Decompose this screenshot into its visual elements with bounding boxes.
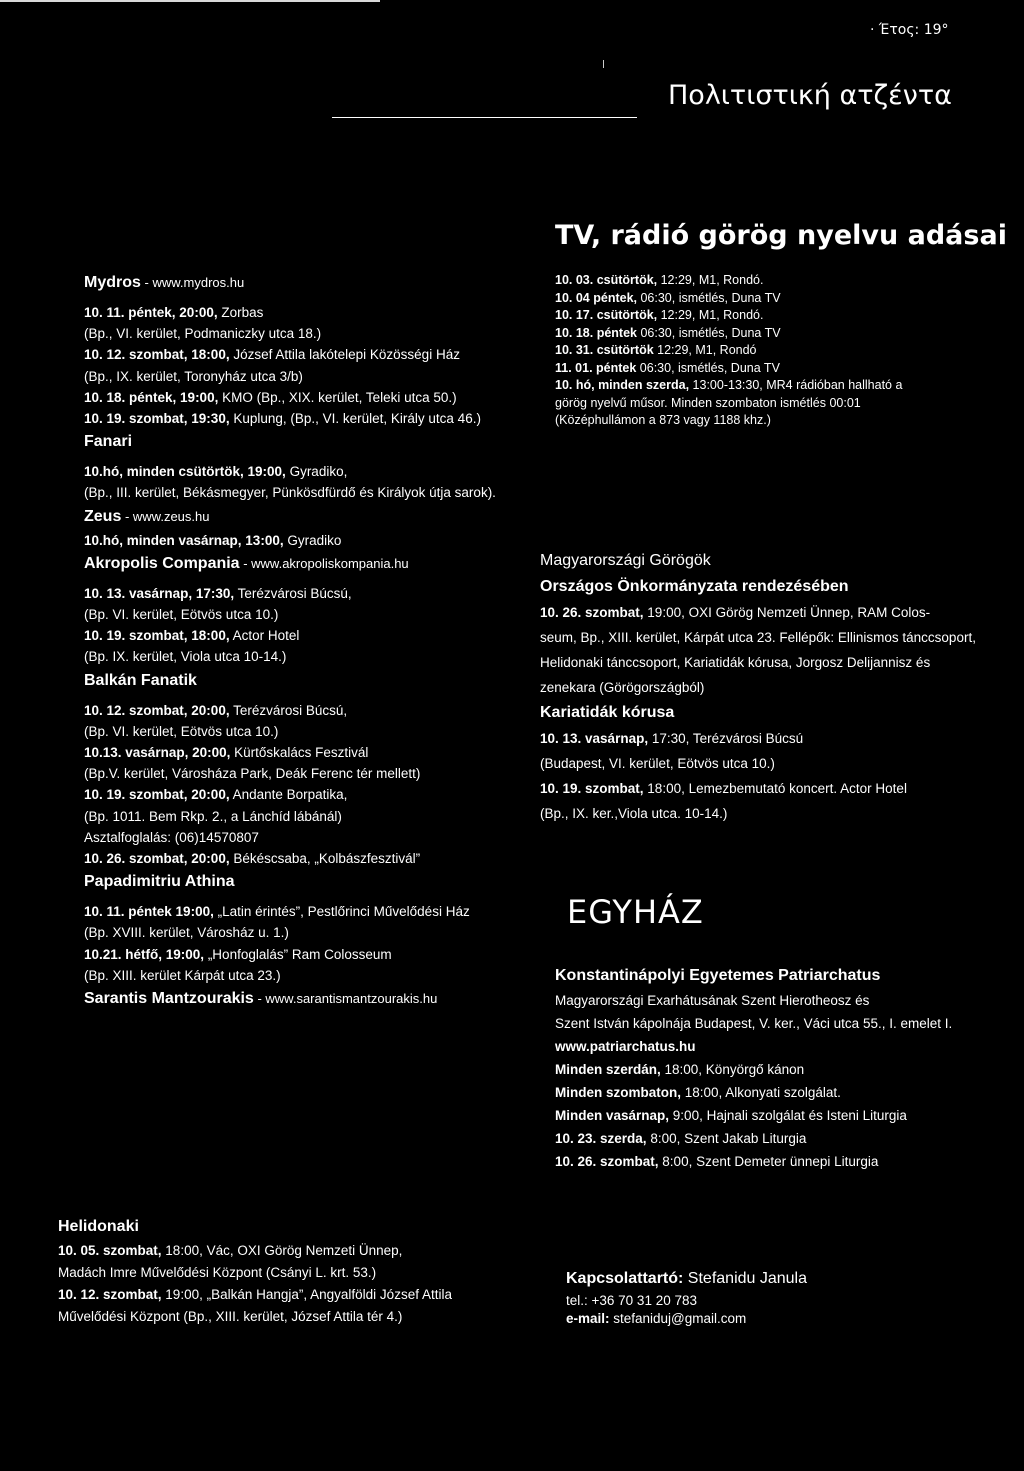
helidonaki-events (58, 1240, 452, 1328)
list-item (555, 325, 902, 343)
list-item (540, 625, 976, 650)
event-date: 10. 19. szombat, (540, 781, 644, 796)
event-date: 10. 19. szombat, 20:00, (84, 787, 230, 803)
event-details: Asztalfoglalás: (06)14570807 (84, 829, 259, 845)
event-date: 10. 12. szombat, 20:00, (84, 702, 230, 718)
left-column (84, 270, 544, 1012)
contact-email (566, 1310, 807, 1328)
event-date: 10.21. hétfő, 19:00, (84, 946, 205, 962)
list-item (84, 763, 544, 784)
list-item (84, 944, 544, 965)
kariatidak-events (540, 726, 976, 826)
event-details: (Bp., IX. ker.,Viola utca. 10-14.) (540, 806, 728, 821)
event-details: Gyradiko (283, 532, 342, 548)
event-details: 8:00, Szent Jakab Liturgia (646, 1131, 807, 1146)
list-item (84, 583, 544, 604)
event-details: Kürtőskalács Fesztivál (230, 745, 369, 761)
list-item (555, 290, 902, 308)
balkan-events (84, 700, 544, 870)
event-details: 18:00, Lemezbemutató koncert. Actor Hotel (643, 781, 907, 796)
akropolis-heading (84, 551, 544, 577)
patriarchatus-heading: Konstantinápolyi Egyetemes Patriarchatus (555, 967, 881, 984)
event-date: 10. 18. péntek (555, 325, 637, 340)
list-item (540, 650, 976, 675)
event-details: (Középhullámon a 873 vagy 1188 khz.) (555, 413, 771, 427)
mydros-events (84, 302, 544, 429)
list-item (555, 377, 902, 395)
event-details: Helidonaki tánccsoport, Kariatidák kórusa, Jorgosz Delijannisz és (540, 655, 931, 670)
event-details: „Honfoglalás” Ram Colosseum (204, 946, 392, 962)
tv-radio-lines (555, 272, 902, 430)
akropolis-url: - www.akropoliskompania.hu (239, 555, 409, 571)
event-date: 10. 13. vasárnap, 17:30, (84, 585, 235, 601)
event-date: Minden szombaton, (555, 1085, 681, 1100)
list-item (540, 751, 976, 776)
list-item (84, 922, 544, 943)
list-item (555, 360, 902, 378)
event-details: görög nyelvű műsor. Minden szombaton ismétlés 00:01 (555, 395, 861, 410)
event-details: Gyradiko, (285, 464, 348, 480)
church-section (555, 963, 952, 1173)
zeus-name: Zeus (84, 507, 122, 525)
event-date: www.patriarchatus.hu (555, 1039, 696, 1054)
event-details: 06:30, ismétlés, Duna TV (636, 360, 780, 375)
event-date: 11. 01. péntek (555, 360, 637, 375)
event-details: 13:00-13:30, MR4 rádióban hallható a (689, 378, 903, 392)
helidonaki-section (58, 1214, 452, 1328)
event-details: Szent István kápolnája Budapest, V. ker., Váci utca 55., I. emelet I. (555, 1016, 953, 1031)
list-item (555, 272, 902, 290)
event-details: Actor Hotel (229, 628, 300, 644)
list-item (84, 461, 544, 482)
event-details: seum, Bp., XIII. kerület, Kárpát utca 23. Fellépők: Ellinismos tánccsoport, (540, 630, 976, 645)
list-item (540, 801, 976, 826)
list-item (84, 530, 544, 551)
list-item (555, 395, 902, 413)
event-details: (Bp. VI. kerület, Eötvös utca 10.) (84, 607, 279, 623)
zeus-url: - www.zeus.hu (121, 508, 210, 524)
event-date: 10. 26. szombat, (540, 605, 644, 620)
list-item (540, 675, 976, 700)
event-details: (Bp. XIII. kerület Kárpát utca 23.) (84, 967, 281, 983)
list-item (555, 1058, 952, 1081)
list-item (84, 806, 544, 827)
mgoo-events (540, 600, 976, 700)
event-details: (Bp., VI. kerület, Podmaniczky utca 18.) (84, 326, 322, 342)
sarantis-heading (84, 986, 544, 1012)
event-date: 10. 19. szombat, 18:00, (84, 628, 230, 644)
list-item (58, 1284, 452, 1306)
event-details: (Bp., IX. kerület, Toronyház utca 3/b) (84, 368, 303, 384)
issue-year: · Έτος: 19° (870, 22, 949, 38)
event-date: 10. 26. szombat, 20:00, (84, 851, 230, 867)
list-item (540, 600, 976, 625)
list-item (84, 482, 544, 503)
list-item (555, 1104, 952, 1127)
event-details: 06:30, ismétlés, Duna TV (637, 325, 781, 340)
event-details: (Bp. XVIII. kerület, Városház u. 1.) (84, 925, 289, 941)
event-details: „Latin érintés”, Pestlőrinci Művelődési Ház (213, 904, 470, 920)
event-date: 10.13. vasárnap, 20:00, (84, 745, 231, 761)
papadimitriu-heading: Papadimitriu Athina (84, 873, 235, 891)
list-item (555, 1012, 952, 1035)
event-details: 17:30, Terézvárosi Búcsú (648, 731, 804, 746)
fanari-heading: Fanari (84, 433, 133, 451)
akropolis-name: Akropolis Compania (84, 554, 240, 572)
list-item (84, 965, 544, 986)
list-item (555, 342, 902, 360)
list-item (555, 307, 902, 325)
event-date: 10. 31. csütörtök (555, 343, 654, 357)
event-date: 10. 05. szombat, (58, 1243, 162, 1258)
church-title: EGYHÁZ (567, 893, 704, 931)
list-item (58, 1306, 452, 1328)
list-item (84, 827, 544, 848)
event-details: Madách Imre Művelődési Központ (Csányi L. krt. 53.) (58, 1265, 377, 1280)
sarantis-name: Sarantis Mantzourakis (84, 990, 254, 1008)
balkan-heading: Balkán Fanatik (84, 671, 197, 689)
list-item (555, 1150, 952, 1173)
list-item (58, 1262, 452, 1284)
phone-number: +36 70 31 20 783 (587, 1293, 697, 1308)
event-details: 19:00, „Balkán Hangja”, Angyalföldi József Attila (161, 1287, 452, 1302)
event-date: 10. 26. szombat, (555, 1154, 659, 1169)
event-details: 18:00, Vác, OXI Görög Nemzeti Ünnep, (161, 1243, 403, 1258)
event-details: Andante Borpatika, (229, 787, 348, 803)
event-details: 19:00, OXI Görög Nemzeti Ünnep, RAM Colos- (643, 605, 931, 620)
event-date: 10. 04 péntek, (555, 290, 637, 305)
event-details: (Bp.V. kerület, Városháza Park, Deák Ferenc tér mellett) (84, 766, 421, 782)
event-date: 10. 11. péntek 19:00, (84, 904, 214, 920)
event-details: 12:29, M1, Rondó. (657, 308, 764, 322)
list-item (555, 412, 902, 430)
mydros-name: Mydros (84, 274, 141, 291)
helidonaki-heading: Helidonaki (58, 1218, 139, 1235)
contact-section (566, 1266, 807, 1328)
event-date: 10. 13. vasárnap, (540, 731, 649, 746)
list-item (84, 848, 544, 869)
mgoo-title-2: Országos Önkormányzata rendezésében (540, 578, 849, 595)
tv-radio-section (555, 272, 902, 430)
event-details: zenekara (Görögországból) (540, 680, 705, 695)
list-item (84, 408, 544, 429)
event-details: (Bp. IX. kerület, Viola utca 10-14.) (84, 649, 287, 665)
event-details: Terézvárosi Búcsú, (229, 702, 348, 718)
list-item (84, 784, 544, 805)
event-details: (Bp. 1011. Bem Rkp. 2., a Lánchíd lábánál) (84, 808, 342, 824)
phone-label: tel.: (566, 1293, 588, 1308)
event-details: József Attila lakótelepi Közösségi Ház (229, 347, 460, 363)
list-item (540, 776, 976, 801)
zeus-heading (84, 504, 544, 530)
list-item (84, 344, 544, 365)
list-item (540, 726, 976, 751)
akropolis-events (84, 583, 544, 668)
email-address: stefaniduj@gmail.com (609, 1311, 747, 1326)
fanari-events (84, 461, 544, 503)
list-item (84, 387, 544, 408)
event-details: 9:00, Hajnali szolgálat és Isteni Liturgia (669, 1108, 907, 1123)
event-details: 18:00, Könyörgő kánon (660, 1062, 805, 1077)
event-details: (Bp. VI. kerület, Eötvös utca 10.) (84, 723, 279, 739)
event-details: Művelődési Központ (Bp., XIII. kerület, József Attila tér 4.) (58, 1309, 403, 1324)
list-item (84, 366, 544, 387)
event-date: 10. 11. péntek, 20:00, (84, 305, 218, 320)
list-item (84, 302, 544, 323)
event-date: 10. 17. csütörtök, (555, 308, 658, 322)
event-details: Terézvárosi Búcsú, (234, 585, 352, 601)
event-date: 10.hó, minden csütörtök, 19:00, (84, 464, 286, 480)
event-details: 12:29, M1, Rondó. (657, 273, 764, 287)
event-date: 10.hó, minden vasárnap, 13:00, (84, 532, 284, 548)
event-details: KMO (Bp., XIX. kerület, Teleki utca 50.) (218, 389, 457, 405)
email-label: e-mail: (566, 1311, 610, 1326)
event-details: (Budapest, VI. kerület, Eötvös utca 10.) (540, 756, 775, 771)
tv-radio-title: TV, rádió görög nyelvu adásai (555, 220, 1007, 251)
mydros-url: - www.mydros.hu (140, 275, 245, 290)
list-item (555, 989, 952, 1012)
church-lines (555, 989, 952, 1173)
event-details: Békéscsaba, „Kolbászfesztivál” (229, 851, 421, 867)
event-details: 06:30, ismétlés, Duna TV (637, 290, 781, 305)
event-details: Zorbas (217, 305, 264, 320)
contact-label: Kapcsolattartó: (566, 1270, 684, 1287)
event-date: 10. 19. szombat, 19:30, (84, 411, 230, 427)
mgoo-section (540, 548, 976, 826)
page-title: Πολιτιστική ατζέντα (668, 80, 952, 111)
event-details: 8:00, Szent Demeter ünnepi Liturgia (658, 1154, 879, 1169)
kariatidak-heading: Kariatidák kórusa (540, 704, 675, 721)
list-item (84, 646, 544, 667)
tick-mark (603, 60, 604, 68)
event-date: 10. 12. szombat, 18:00, (84, 347, 230, 363)
sarantis-url: - www.sarantismantzourakis.hu (253, 991, 438, 1007)
event-date: 10. 23. szerda, (555, 1131, 647, 1146)
top-rule (0, 0, 380, 2)
list-item (84, 700, 544, 721)
list-item (555, 1127, 952, 1150)
list-item (84, 604, 544, 625)
event-date: 10. 18. péntek, 19:00, (84, 389, 219, 405)
title-rule (332, 117, 637, 118)
list-item (555, 1081, 952, 1104)
list-item (58, 1240, 452, 1262)
list-item (84, 323, 544, 344)
list-item (84, 742, 544, 763)
event-details: 18:00, Alkonyati szolgálat. (681, 1085, 841, 1100)
event-date: Minden szerdán, (555, 1062, 661, 1077)
event-details: Kuplung, (Bp., VI. kerület, Király utca 46.) (229, 411, 481, 427)
mgoo-title-1: Magyarországi Görögök (540, 552, 711, 569)
list-item (84, 901, 544, 922)
event-details: 12:29, M1, Rondó (653, 343, 757, 357)
mydros-heading (84, 270, 544, 296)
list-item (555, 1035, 952, 1058)
event-details: Magyarországi Exarhátusának Szent Hierotheosz és (555, 993, 870, 1008)
contact-name: Stefanidu Janula (683, 1270, 808, 1287)
papadimitriu-events (84, 901, 544, 986)
list-item (84, 721, 544, 742)
contact-phone (566, 1292, 807, 1310)
event-details: (Bp., III. kerület, Békásmegyer, Pünkösdfürdő és Királyok útja sarok). (84, 485, 496, 501)
contact-heading (566, 1266, 807, 1292)
event-date: 10. 12. szombat, (58, 1287, 162, 1302)
event-date: 10. 03. csütörtök, (555, 273, 658, 287)
event-date: 10. hó, minden szerda, (555, 378, 690, 392)
zeus-events (84, 530, 544, 551)
list-item (84, 625, 544, 646)
event-date: Minden vasárnap, (555, 1108, 670, 1123)
